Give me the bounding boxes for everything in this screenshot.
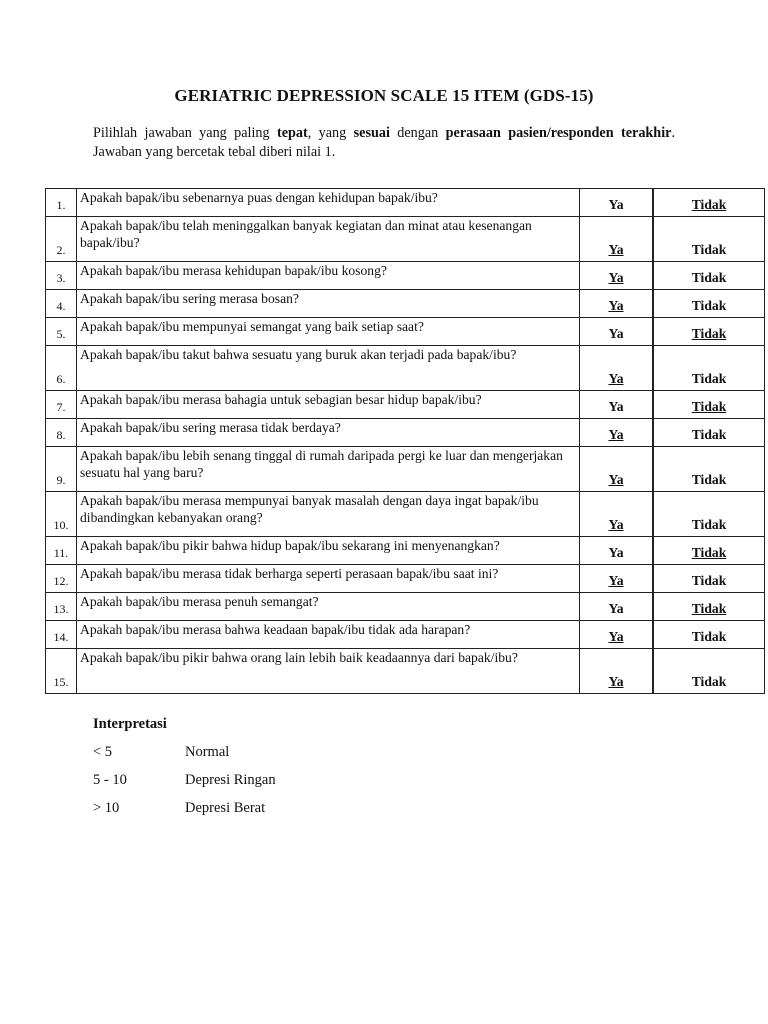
question-number: 11. bbox=[46, 537, 77, 565]
instructions-text: Pilihlah jawaban yang paling bbox=[93, 125, 277, 141]
interpretation-row bbox=[93, 800, 265, 817]
answer-tidak-label: Tidak bbox=[691, 427, 727, 442]
interpretation-row bbox=[93, 772, 276, 789]
answer-tidak[interactable] bbox=[653, 346, 765, 391]
answer-tidak[interactable] bbox=[653, 290, 765, 318]
answer-tidak-label: Tidak bbox=[691, 270, 727, 285]
question-number: 6. bbox=[46, 346, 77, 391]
answer-ya[interactable] bbox=[580, 593, 654, 621]
answer-tidak-label: Tidak bbox=[691, 472, 727, 487]
instructions-emphasis: tepat bbox=[277, 125, 308, 141]
question-number: 8. bbox=[46, 419, 77, 447]
answer-tidak[interactable] bbox=[653, 593, 765, 621]
question-text: Apakah bapak/ibu sering merasa tidak berdaya? bbox=[77, 419, 580, 447]
answer-ya-label: Ya bbox=[608, 472, 624, 487]
instructions-text: . Jawaban yang bercetak tebal diberi nilai 1. bbox=[93, 125, 675, 160]
answer-ya-label: Ya bbox=[608, 197, 624, 212]
answer-tidak[interactable] bbox=[653, 318, 765, 346]
answer-tidak-label: Tidak bbox=[691, 399, 727, 414]
question-text: Apakah bapak/ibu merasa kehidupan bapak/ibu kosong? bbox=[77, 262, 580, 290]
answer-tidak-label: Tidak bbox=[691, 197, 727, 212]
answer-ya[interactable] bbox=[580, 318, 654, 346]
answer-ya-label: Ya bbox=[608, 573, 624, 588]
answer-ya-label: Ya bbox=[608, 371, 624, 386]
answer-tidak[interactable] bbox=[653, 537, 765, 565]
question-number: 14. bbox=[46, 621, 77, 649]
interpretation-range: < 5 bbox=[93, 744, 113, 760]
question-text: Apakah bapak/ibu merasa bahwa keadaan bapak/ibu tidak ada harapan? bbox=[77, 621, 580, 649]
answer-tidak[interactable] bbox=[653, 262, 765, 290]
answer-ya-label: Ya bbox=[608, 242, 624, 257]
question-text: Apakah bapak/ibu mempunyai semangat yang baik setiap saat? bbox=[77, 318, 580, 346]
interpretation-label: Normal bbox=[185, 744, 230, 760]
question-row bbox=[46, 419, 765, 447]
question-text: Apakah bapak/ibu lebih senang tinggal di rumah daripada pergi ke luar dan mengerjakan sesuatu hal yang baru? bbox=[77, 447, 580, 492]
answer-ya[interactable] bbox=[580, 391, 654, 419]
question-number: 5. bbox=[46, 318, 77, 346]
answer-tidak-label: Tidak bbox=[691, 298, 727, 313]
answer-tidak-label: Tidak bbox=[691, 545, 727, 560]
question-number: 2. bbox=[46, 217, 77, 262]
answer-ya[interactable] bbox=[580, 189, 654, 217]
answer-ya-label: Ya bbox=[608, 427, 624, 442]
answer-tidak[interactable] bbox=[653, 391, 765, 419]
questionnaire-table bbox=[45, 188, 765, 694]
answer-tidak-label: Tidak bbox=[691, 629, 727, 644]
question-row bbox=[46, 290, 765, 318]
answer-ya[interactable] bbox=[580, 346, 654, 391]
page-title: GERIATRIC DEPRESSION SCALE 15 ITEM (GDS-15) bbox=[174, 86, 594, 105]
answer-ya-label: Ya bbox=[608, 674, 624, 689]
question-number: 3. bbox=[46, 262, 77, 290]
interpretation-row bbox=[93, 744, 229, 761]
interpretation-range: 5 - 10 bbox=[93, 772, 127, 788]
question-text: Apakah bapak/ibu merasa tidak berharga seperti perasaan bapak/ibu saat ini? bbox=[77, 565, 580, 593]
question-text: Apakah bapak/ibu merasa mempunyai banyak masalah dengan daya ingat bapak/ibu dibandingkan kebanyakan orang? bbox=[77, 492, 580, 537]
answer-tidak[interactable] bbox=[653, 649, 765, 694]
question-number: 10. bbox=[46, 492, 77, 537]
instructions-emphasis: sesuai bbox=[353, 125, 390, 141]
question-row bbox=[46, 346, 765, 391]
answer-tidak-label: Tidak bbox=[691, 517, 727, 532]
question-text: Apakah bapak/ibu sebenarnya puas dengan kehidupan bapak/ibu? bbox=[77, 189, 580, 217]
answer-tidak[interactable] bbox=[653, 189, 765, 217]
question-row bbox=[46, 189, 765, 217]
answer-tidak[interactable] bbox=[653, 621, 765, 649]
question-number: 1. bbox=[46, 189, 77, 217]
question-text: Apakah bapak/ibu sering merasa bosan? bbox=[77, 290, 580, 318]
answer-tidak-label: Tidak bbox=[691, 371, 727, 386]
question-text: Apakah bapak/ibu pikir bahwa orang lain lebih baik keadaannya dari bapak/ibu? bbox=[77, 649, 580, 694]
answer-ya[interactable] bbox=[580, 447, 654, 492]
question-text: Apakah bapak/ibu takut bahwa sesuatu yang buruk akan terjadi pada bapak/ibu? bbox=[77, 346, 580, 391]
answer-ya[interactable] bbox=[580, 217, 654, 262]
answer-tidak-label: Tidak bbox=[691, 674, 727, 689]
answer-tidak-label: Tidak bbox=[691, 326, 727, 341]
question-number: 13. bbox=[46, 593, 77, 621]
answer-ya-label: Ya bbox=[608, 399, 624, 414]
interpretation-label: Depresi Ringan bbox=[185, 772, 276, 788]
answer-tidak[interactable] bbox=[653, 565, 765, 593]
answer-ya[interactable] bbox=[580, 537, 654, 565]
question-row bbox=[46, 537, 765, 565]
answer-tidak-label: Tidak bbox=[691, 573, 727, 588]
question-row bbox=[46, 621, 765, 649]
answer-ya-label: Ya bbox=[608, 298, 624, 313]
answer-ya-label: Ya bbox=[608, 601, 624, 616]
answer-ya[interactable] bbox=[580, 262, 654, 290]
answer-tidak[interactable] bbox=[653, 492, 765, 537]
question-number: 7. bbox=[46, 391, 77, 419]
question-row bbox=[46, 318, 765, 346]
instructions-emphasis: perasaan pasien/responden terakhir bbox=[445, 125, 672, 141]
question-number: 9. bbox=[46, 447, 77, 492]
answer-ya-label: Ya bbox=[608, 629, 624, 644]
answer-ya[interactable] bbox=[580, 565, 654, 593]
question-text: Apakah bapak/ibu merasa bahagia untuk sebagian besar hidup bapak/ibu? bbox=[77, 391, 580, 419]
answer-ya-label: Ya bbox=[608, 270, 624, 285]
instructions-text: , yang bbox=[307, 125, 354, 141]
question-text: Apakah bapak/ibu pikir bahwa hidup bapak/ibu sekarang ini menyenangkan? bbox=[77, 537, 580, 565]
question-row bbox=[46, 447, 765, 492]
answer-ya[interactable] bbox=[580, 621, 654, 649]
answer-ya-label: Ya bbox=[608, 545, 624, 560]
answer-tidak[interactable] bbox=[653, 447, 765, 492]
question-row bbox=[46, 217, 765, 262]
question-number: 12. bbox=[46, 565, 77, 593]
question-row bbox=[46, 649, 765, 694]
interpretation-title: Interpretasi bbox=[93, 716, 167, 732]
question-text: Apakah bapak/ibu telah meninggalkan banyak kegiatan dan minat atau kesenangan bapak/ibu? bbox=[77, 217, 580, 262]
answer-ya[interactable] bbox=[580, 492, 654, 537]
question-number: 15. bbox=[46, 649, 77, 694]
interpretation-label: Depresi Berat bbox=[185, 800, 266, 816]
answer-ya[interactable] bbox=[580, 649, 654, 694]
question-row bbox=[46, 492, 765, 537]
interpretation-range: > 10 bbox=[93, 800, 120, 816]
instructions-text: dengan bbox=[389, 125, 446, 141]
answer-ya[interactable] bbox=[580, 419, 654, 447]
question-row bbox=[46, 593, 765, 621]
instructions bbox=[93, 124, 675, 162]
answer-tidak[interactable] bbox=[653, 419, 765, 447]
question-row bbox=[46, 262, 765, 290]
answer-ya-label: Ya bbox=[608, 326, 624, 341]
question-number: 4. bbox=[46, 290, 77, 318]
answer-tidak-label: Tidak bbox=[691, 242, 727, 257]
answer-tidak-label: Tidak bbox=[691, 601, 727, 616]
answer-ya-label: Ya bbox=[608, 517, 624, 532]
answer-tidak[interactable] bbox=[653, 217, 765, 262]
question-row bbox=[46, 391, 765, 419]
question-row bbox=[46, 565, 765, 593]
question-text: Apakah bapak/ibu merasa penuh semangat? bbox=[77, 593, 580, 621]
answer-ya[interactable] bbox=[580, 290, 654, 318]
